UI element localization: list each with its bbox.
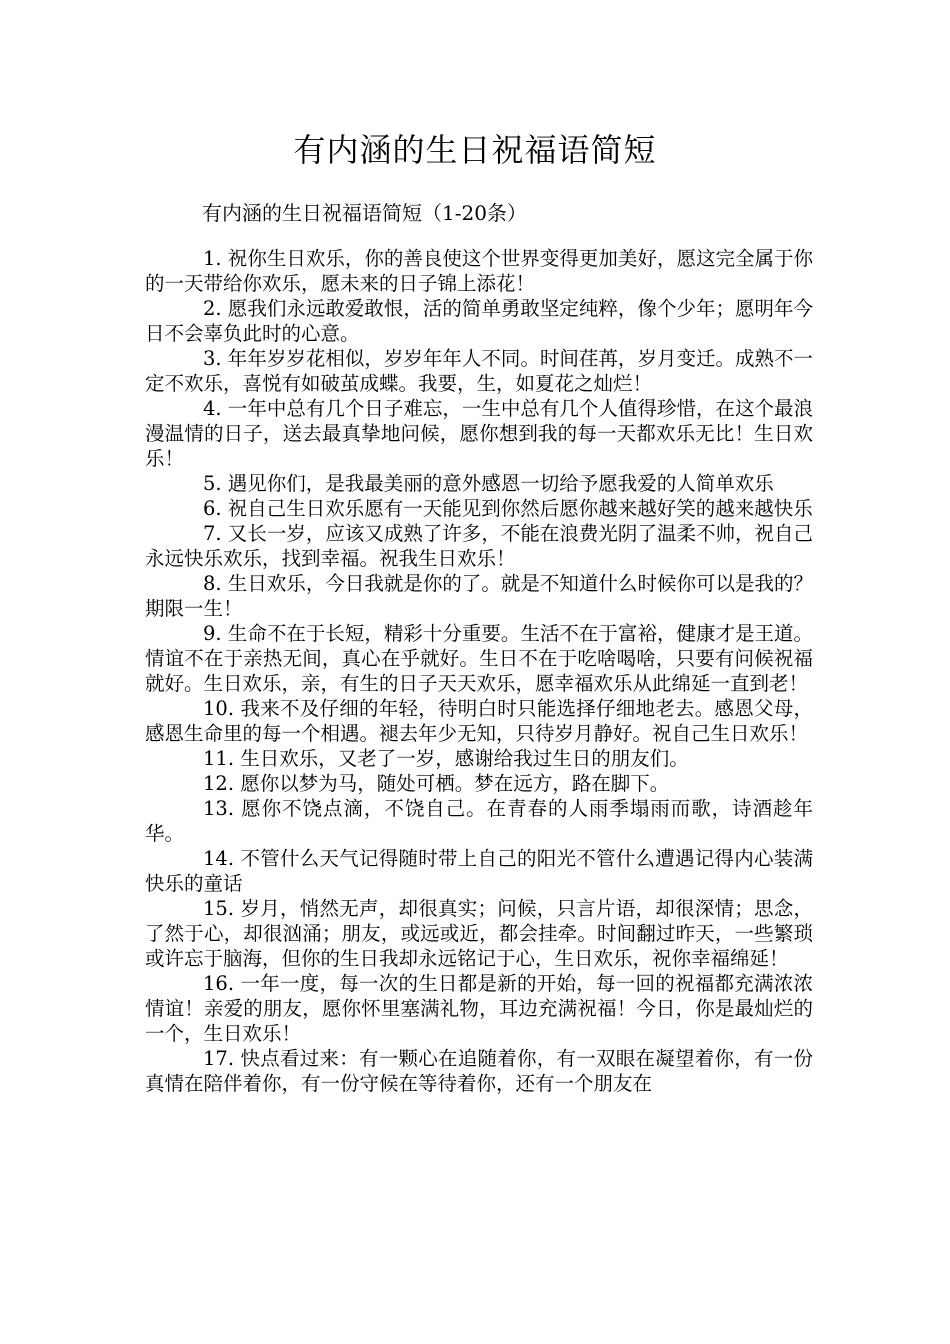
list-item: 7. 又长一岁，应该又成熟了许多，不能在浪费光阴了温柔不帅，祝自己永远快乐欢乐，找到幸福。祝我生日欢乐！ xyxy=(145,522,813,570)
list-item: 9. 生命不在于长短，精彩十分重要。生活不在于富裕，健康才是王道。情谊不在于亲热无间，真心在乎就好。生日不在于吃啥喝啥，只要有问候祝福就好。生日欢乐，亲，有生的日子天天欢乐，愿幸福欢乐从此绵延一直到老！ xyxy=(145,622,813,695)
list-item: 3. 年年岁岁花相似，岁岁年年人不同。时间荏苒，岁月变迁。成熟不一定不欢乐，喜悦有如破茧成蝶。我要，生，如夏花之灿烂！ xyxy=(145,347,813,395)
list-item: 12. 愿你以梦为马，随处可栖。梦在远方，路在脚下。 xyxy=(203,772,670,795)
list-item: 2. 愿我们永远敢爱敢恨，活的简单勇敢坚定纯粹，像个少年；愿明年今日不会辜负此时的心意。 xyxy=(145,297,813,345)
list-item: 8. 生日欢乐，今日我就是你的了。就是不知道什么时候你可以是我的？期限一生！ xyxy=(145,572,813,620)
list-item: 6. 祝自己生日欢乐愿有一天能见到你然后愿你越来越好笑的越来越快乐 xyxy=(203,497,813,520)
list-item: 1. 祝你生日欢乐，你的善良使这个世界变得更加美好，愿这完全属于你的一天带给你欢乐，愿未来的日子锦上添花！ xyxy=(145,247,813,295)
list-item: 5. 遇见你们，是我最美丽的意外感恩一切给予愿我爱的人简单欢乐 xyxy=(203,472,774,495)
list-item: 16. 一年一度，每一次的生日都是新的开始，每一回的祝福都充满浓浓情谊！亲爱的朋友，愿你怀里塞满礼物，耳边充满祝福！今日，你是最灿烂的一个，生日欢乐！ xyxy=(145,972,813,1045)
document-title: 有内涵的生日祝福语简短 xyxy=(293,131,657,169)
list-item: 14. 不管什么天气记得随时带上自己的阳光不管什么遭遇记得内心装满快乐的童话 xyxy=(145,847,813,895)
document-body xyxy=(145,246,813,1096)
list-item: 4. 一年中总有几个日子难忘，一生中总有几个人值得珍惜，在这个最浪漫温情的日子，送去最真挚地问候，愿你想到我的每一天都欢乐无比！生日欢乐！ xyxy=(145,397,813,470)
list-item: 15. 岁月，悄然无声，却很真实；问候，只言片语，却很深情；思念，了然于心，却很汹涌；朋友，或远或近，都会挂牵。时间翻过昨天，一些繁琐或许忘于脑海，但你的生日我却永远铭记于心，生日欢乐，祝你幸福绵延！ xyxy=(145,897,813,970)
list-item: 17. 快点看过来：有一颗心在追随着你，有一双眼在凝望着你，有一份真情在陪伴着你，有一份守候在等待着你，还有一个朋友在 xyxy=(145,1047,813,1095)
list-item: 13. 愿你不饶点滴，不饶自己。在青春的人雨季塌雨而歌，诗酒趁年华。 xyxy=(145,797,813,845)
list-item: 10. 我来不及仔细的年轻，待明白时只能选择仔细地老去。感恩父母，感恩生命里的每一个相遇。褪去年少无知，只待岁月静好。祝自己生日欢乐！ xyxy=(145,697,813,745)
list-item: 11. 生日欢乐，又老了一岁，感谢给我过生日的朋友们。 xyxy=(203,747,689,770)
document-subtitle: 有内涵的生日祝福语简短（1-20条） xyxy=(202,201,527,225)
